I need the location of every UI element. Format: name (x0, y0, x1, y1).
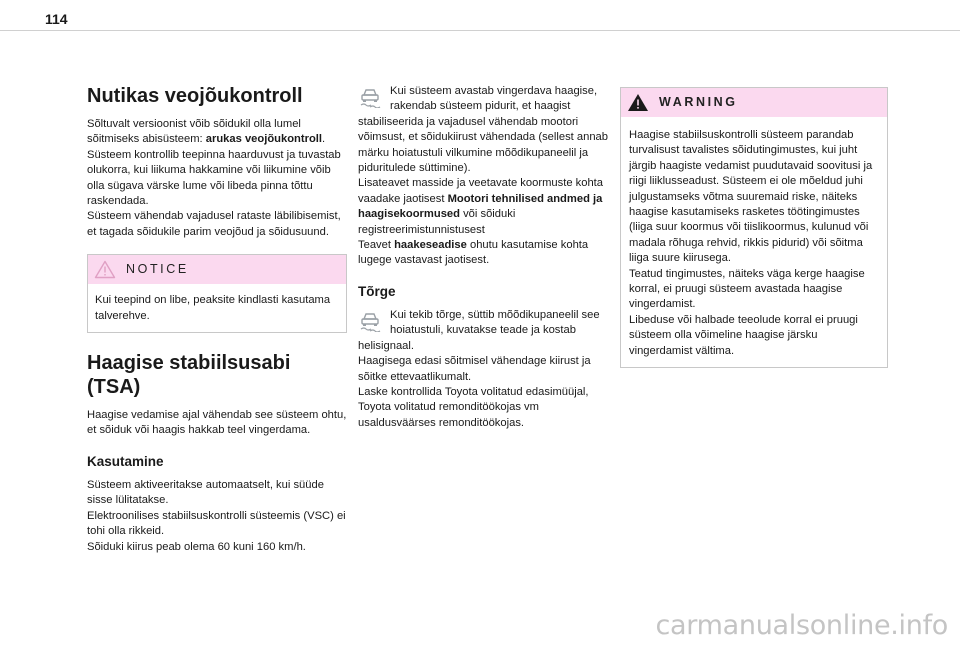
notice-box (87, 254, 347, 333)
warning-label: WARNING (659, 94, 738, 109)
watermark: carmanualsonline.info (655, 610, 948, 641)
subsection-title-fault: Tõrge (358, 283, 396, 299)
warning-header (621, 88, 887, 117)
skidding-car-icon (358, 310, 382, 332)
warning-triangle-icon (627, 93, 649, 112)
fault-p3: Laske kontrollida Toyota volitatud edasimüüjal, Toyota volitatud remonditöökojas vm usaldusväärses remonditöökojas. (358, 385, 589, 429)
fault-p2: Haagisega edasi sõitmisel vähendage kiirust ja sõitke ettevaatlikumalt. (358, 355, 591, 383)
traction-intro: Sõltuvalt versioonist võib sõidukil olla lumel sõitmiseks abisüsteem: arukas veojõukontroll. (87, 118, 326, 146)
tech-data-link-text: Mootori tehnilised andmed ja haagisekoormused (358, 192, 603, 221)
fault-p1: Kui tekib tõrge, süttib mõõdikupaneelil see hoiatustuli, kuvatakse teade ja kostab helisignaal. (358, 308, 600, 352)
hitch-bold: haakeseadise (394, 239, 467, 252)
tsa-operation-text: Kui süsteem avastab vingerdava haagise, rakendab süsteem pidurit, et haagist stabiliseerida ja vajadusel vähendab mootori võimsust, et sõidukiirust vähendada (sellest annab märku hoiatustuli vilkumine mõõdikupaneelil ja piduritulede süttimine). (358, 85, 608, 175)
warning-p1: Haagise stabiilsuskontrolli süsteem parandab turvalisust tavalistes sõidutingimustes, kui juht järgib haagiste vedamist puudutavaid soovitusi ja riigi liiklusseadust. Süsteem ei ole mõeldud juhi julgustamseks võtma suuremaid riske, näiteks haagise kasutamiseks rasketes töötingimustes (liiga suur koormus või tiislikoormus, kulunud või madala rõhuga rehvid, rikkis pidurid) või sõitma liiga suure kiirusega. (629, 129, 873, 265)
usage-p2: Elektroonilises stabiilsuskontrolli süsteemis (VSC) ei tohi olla rikkeid. (87, 509, 346, 538)
tsa-text: Haagise vedamise ajal vähendab see süsteem ohtu, et sõiduk või haagis hakkab teel vingerdama. (87, 409, 347, 437)
column-3 (620, 84, 890, 368)
usage-p3: Sõiduki kiirus peab olema 60 kuni 160 km/h. (87, 540, 306, 553)
traction-p2: Süsteem kontrollib teepinna haarduvust ja tuvastab olukorra, kui liikuma hakkamine või liikumine võib olla sügava värske lume või libeda pinna tõttu raskendada. (87, 148, 341, 208)
hitch-info: Teavet haakeseadise ohutu kasutamise kohta lugege vastavast jaotisest. (358, 239, 589, 267)
warning-p3: Libeduse või halbade teeolude korral ei pruugi süsteem olla võimeline haagise järsku vingerdamist vältima. (629, 313, 858, 357)
section-title-traction: Nutikas veojõukontroll (87, 85, 303, 107)
page-number: 114 (45, 11, 68, 27)
warning-box (620, 87, 888, 368)
traction-p3: Süsteem vähendab vajadusel rataste läbilibisemist, et tagada sõidukile parim veojõud ja sõidusuund. (87, 210, 341, 238)
usage-p1: Süsteem aktiveeritakse automaatselt, kui süüde sisse lülitatakse. (87, 478, 324, 507)
skidding-car-icon (358, 86, 382, 108)
notice-text: Kui teepind on libe, peaksite kindlasti kasutama talverehve. (95, 294, 331, 322)
warning-p2: Teatud tingimustes, näiteks väga kerge haagise korral, ei pruugi süsteem avastada haagise vingerdamist. (629, 267, 865, 311)
tsa-more-info: Lisateavet masside ja veetavate koormuste kohta vaadake jaotisest Mootori tehnilised andmed ja haagisekoormused või sõiduki registreerimistunnistusest (358, 177, 604, 236)
warning-triangle-icon (94, 260, 116, 279)
notice-header (88, 255, 346, 284)
column-2 (358, 84, 616, 431)
warning-body (621, 117, 887, 367)
subsection-title-usage: Kasutamine (87, 453, 164, 469)
section-title-tsa: Haagise stabiilsusabi (TSA) (87, 352, 291, 399)
notice-label: NOTICE (126, 262, 189, 277)
header-rule (0, 30, 960, 31)
intro-bold: arukas veojõukontroll (205, 133, 323, 146)
column-1 (87, 84, 347, 555)
